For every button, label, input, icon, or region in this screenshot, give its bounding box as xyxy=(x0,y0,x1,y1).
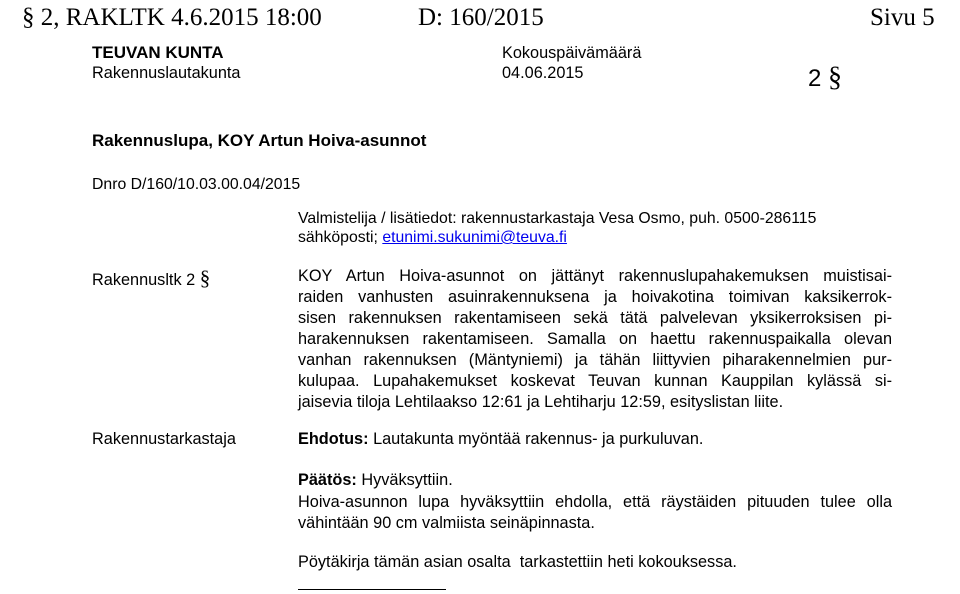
section-number-mark: § xyxy=(828,62,843,93)
decision-line: vähintään 90 cm valmiista seinäpinnasta. xyxy=(298,514,595,532)
matter-title: Rakennuslupa, KOY Artun Hoiva-asunnot xyxy=(92,131,427,150)
decision-paragraph xyxy=(298,492,892,534)
decision xyxy=(298,471,453,490)
meeting-date: 04.06.2015 xyxy=(502,64,584,82)
header-meeting-ref: 2, RAKLTK 4.6.2015 18:00 xyxy=(40,4,322,31)
proposal-label: Ehdotus: xyxy=(298,430,369,448)
section-number-value: 2 xyxy=(808,65,822,92)
section-label-text: Rakennusltk 2 xyxy=(92,271,196,289)
preparer-info: Valmistelija / lisätiedot: rakennustarkastaja Vesa Osmo, puh. 0500-286115 xyxy=(298,210,817,227)
header-page-number: Sivu 5 xyxy=(870,4,935,31)
body-line: kulupaa. Lupahakemukset koskevat Teuvan kunnan Kauppilan kylässä si- xyxy=(298,372,892,390)
section-label-mark: § xyxy=(199,266,211,290)
decision-text: Hyväksyttiin. xyxy=(356,471,453,489)
body-line: KOY Artun Hoiva-asunnot on jättänyt rakennuslupahakemuksen muistisai- xyxy=(298,267,892,285)
body-line: raiden vanhusten asuinrakennuksena ja hoivakotina toimivan kaksikerrok- xyxy=(298,288,892,306)
proposal xyxy=(298,430,703,449)
matter-dnro: Dnro D/160/10.03.00.04/2015 xyxy=(92,176,301,193)
meeting-date-label: Kokouspäivämäärä xyxy=(502,44,642,62)
proposal-text: Lautakunta myöntää rakennus- ja purkuluvan. xyxy=(368,430,704,448)
section-mark: § xyxy=(22,4,35,31)
section-number xyxy=(808,62,842,94)
proposal-side-label: Rakennustarkastaja xyxy=(92,430,236,448)
email-label: sähköposti; xyxy=(298,229,383,246)
header-left xyxy=(22,4,322,32)
header-document-number: D: 160/2015 xyxy=(418,4,544,31)
org-name: TEUVAN KUNTA xyxy=(92,43,224,62)
section-label xyxy=(92,266,210,291)
minutes-note: Pöytäkirja tämän asian osalta tarkastettiin heti kokouksessa. xyxy=(298,553,737,571)
decision-line: Hoiva-asunnon lupa hyväksyttiin ehdolla, että räystäiden pituuden tulee olla xyxy=(298,493,892,511)
email-link[interactable]: etunimi.sukunimi@teuva.fi xyxy=(382,229,567,246)
body-line: jaisevia tiloja Lehtilaakso 12:61 ja Lehtiharju 12:59, esityslistan liite. xyxy=(298,393,784,411)
body-paragraph xyxy=(298,266,892,413)
body-line: vanhan rakennuksen (Mäntyniemi) ja tähän liittyvien piharakennelmien pur- xyxy=(298,351,892,369)
org-board: Rakennuslautakunta xyxy=(92,64,241,82)
preparer-email-line xyxy=(298,229,567,247)
decision-label: Päätös: xyxy=(298,471,357,489)
body-line: sisen rakennuksen rakentamiseen sekä tätä palvelevan yksikerroksisen pi- xyxy=(298,309,892,327)
signature-rule xyxy=(298,589,446,590)
body-line: harakennuksen rakentamiseen. Samalla on haettu rakennuspaikalla olevan xyxy=(298,330,892,348)
